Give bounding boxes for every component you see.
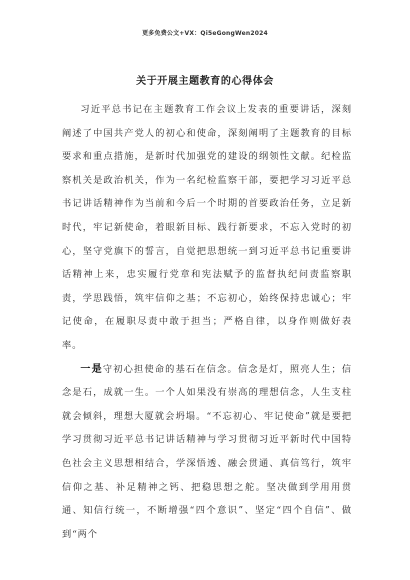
paragraph-text: 习近平总书记在主题教育工作会议上发表的重要讲话，深刻阐述了中国共产党人的初心和使命，深刻阐明了主题教育的目标要求和重点措施，是新时代加强党的建设的纲领性文献。纪检监察机关是政治机关，作为一名纪检监察干部，要把学习习近平总书记讲话精神作为当前和今后一个时期的首要政治任务，立足新时代，牢记新使命，着眼新目标、践行新要求，不忘入党时的初心，坚守党旗下的誓言，自觉把思想统一到习近平总书记重要讲话精神上来，忠实履行党章和宪法赋予的监督执纪问责监察职责，学思践悟，筑牢信仰之基；不忘初心，始终保持忠诚心；牢记使命，在履职尽责中敢于担当；严格自律，以身作则做好表率。	[62, 104, 352, 351]
document-title: 关于开展主题教育的心得体会	[136, 76, 274, 87]
header-note: 更多免费公文+VX：Qi5eGongWen2024	[142, 30, 268, 37]
paragraph-lead: 一是	[80, 363, 103, 375]
paragraph-text: 守初心担使命的基石在信念。信念是灯，照亮人生；信念是石，成就一生。一个人如果没有崇高的理想信念，人生支柱就会倾斜，理想大厦就会坍塌。“不忘初心、牢记使命”就是要把学习贯彻习近平总书记讲话精神与学习贯彻习近平新时代中国特色社会主义思想相结合，学深悟透、融会贯通、真信笃行，筑牢信仰之基、补足精神之钙、把稳思想之舵。坚决做到学用用贯通、知信行统一，不断增强“四个意识”、坚定“四个自信”、做到“两个	[62, 363, 352, 540]
paragraph-1	[62, 98, 352, 358]
paragraph-2	[62, 358, 352, 547]
document-body	[62, 98, 352, 546]
